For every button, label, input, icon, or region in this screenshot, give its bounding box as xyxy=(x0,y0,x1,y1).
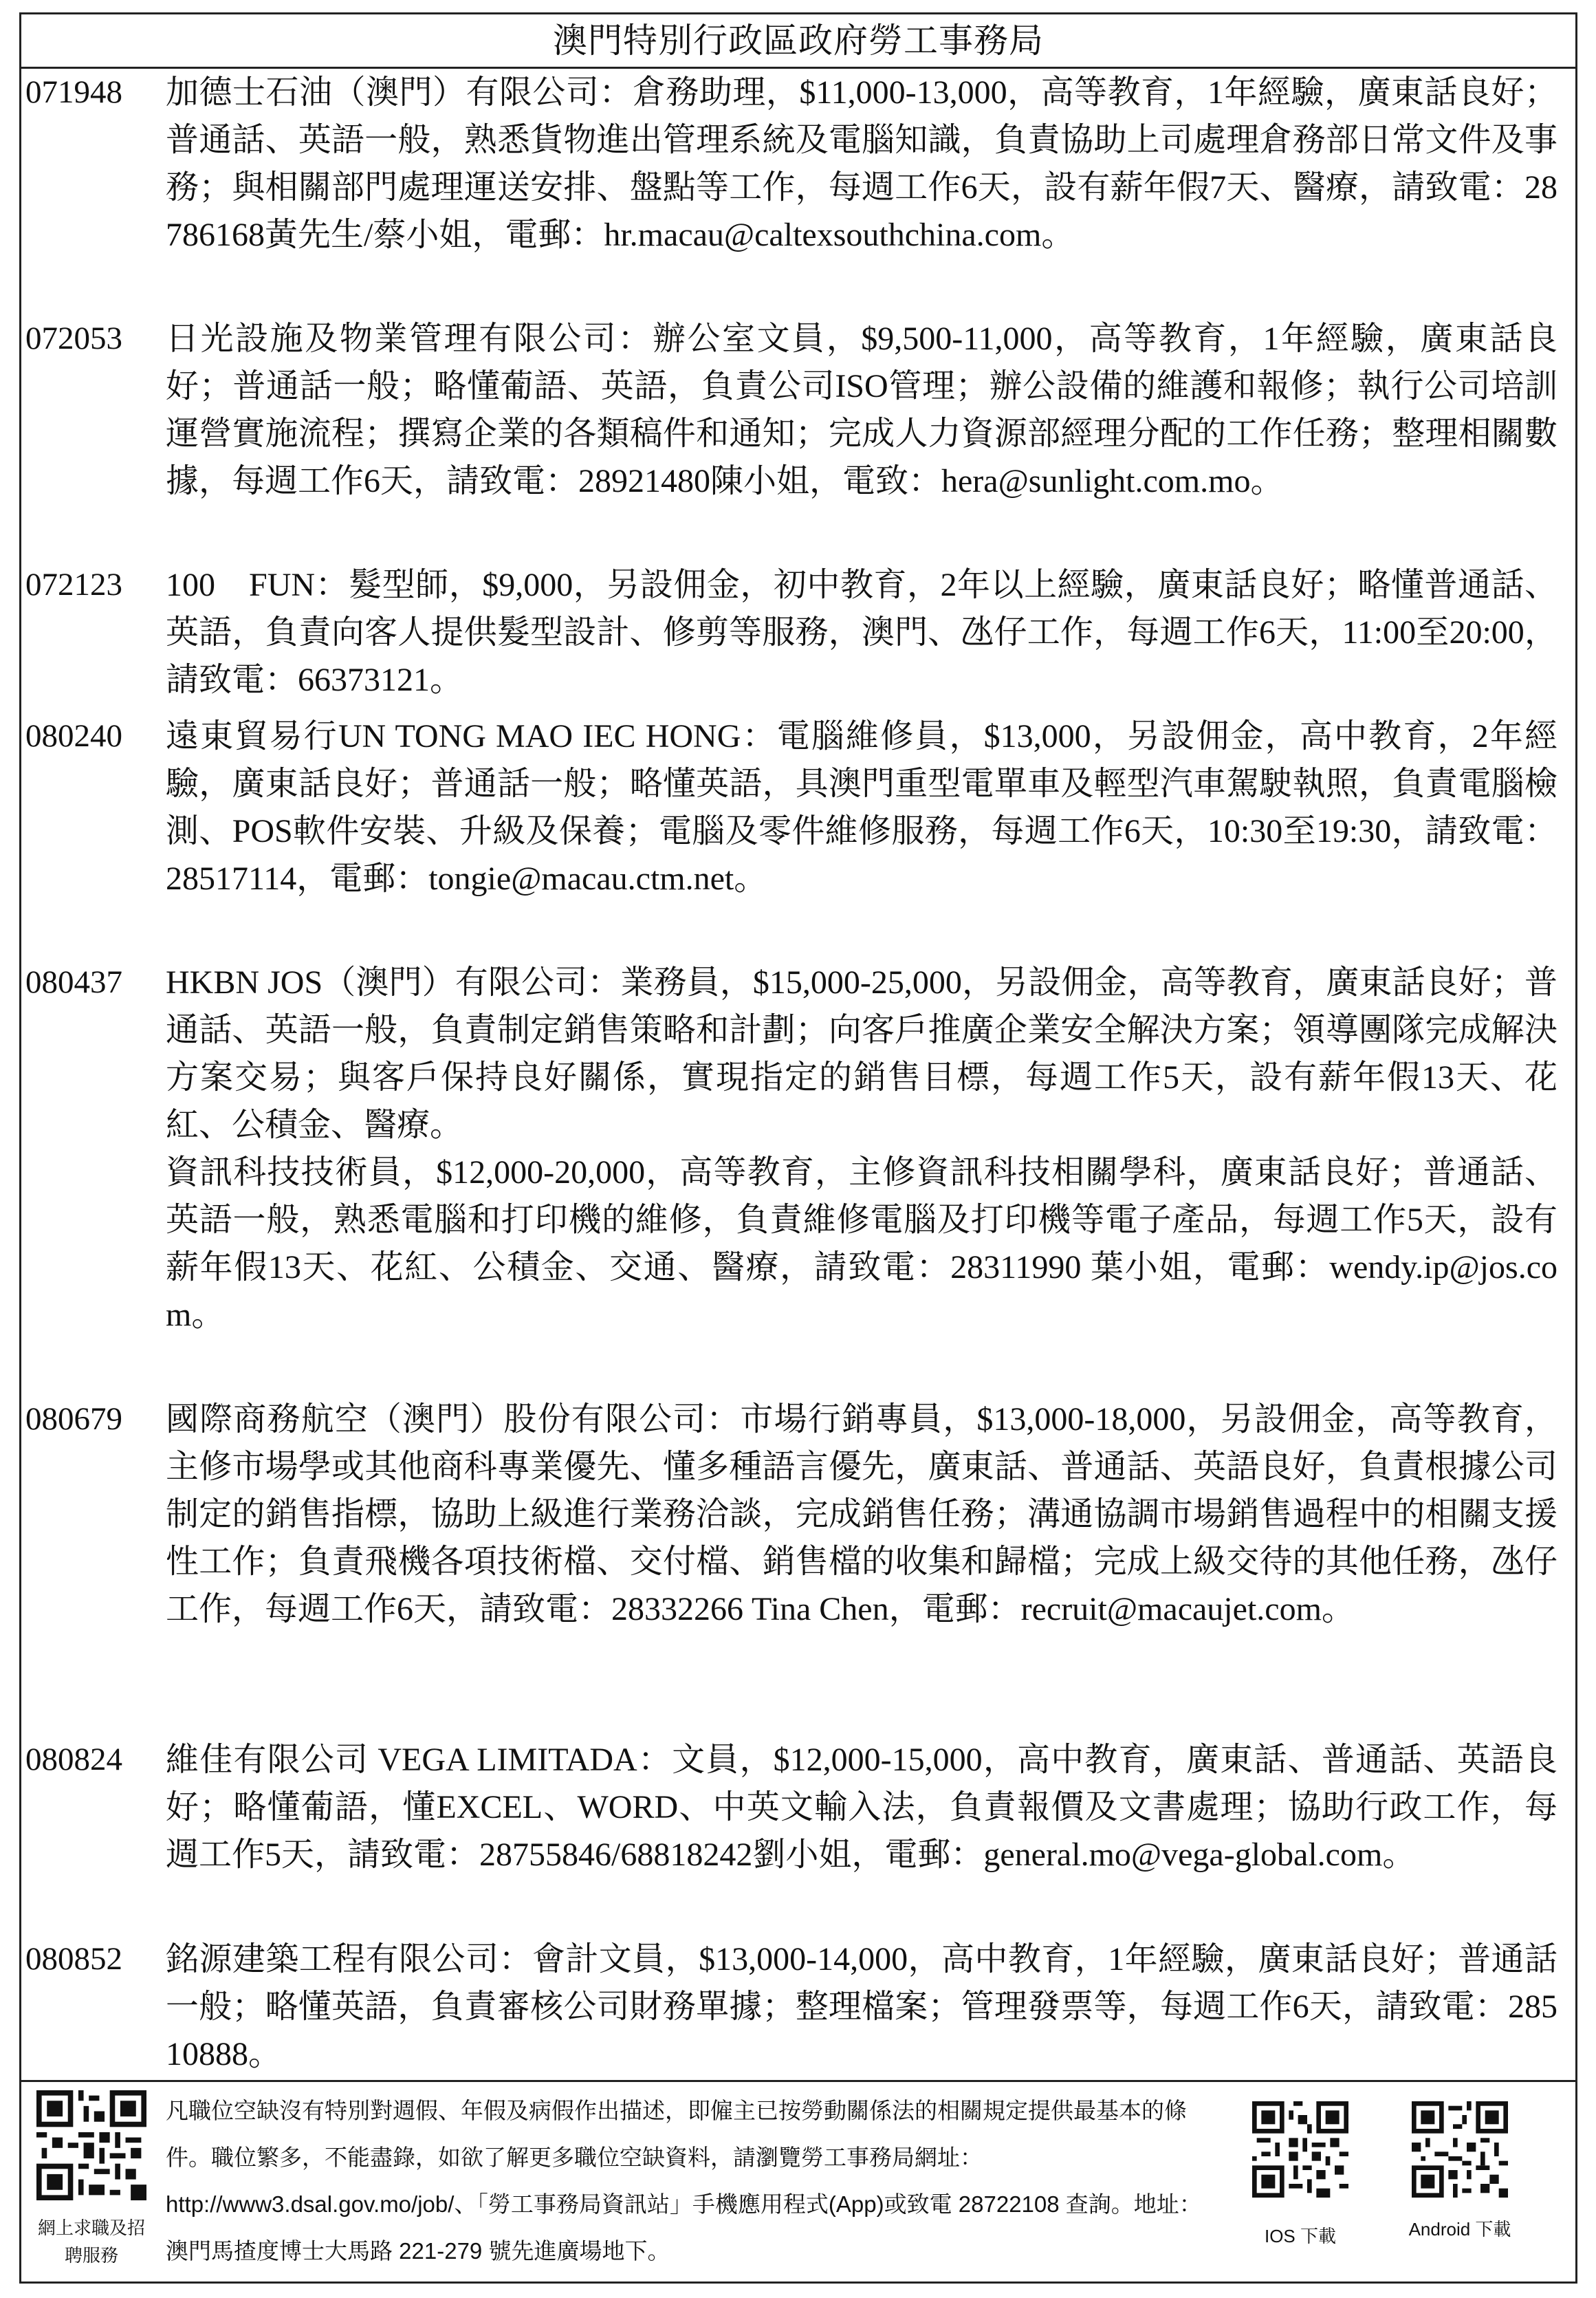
job-paragraph: 加德士石油（澳門）有限公司：倉務助理，$11,000-13,000，高等教育，1年經驗，廣東話良好；普通話、英語一般，熟悉貨物進出管理系統及電腦知識，負責協助上司處理倉務部日常文件及事務；與相關部門處理運送安排、盤點等工作，每週工作6天，設有薪年假7天、醫療，請致電：28786168黃先生/蔡小姐，電郵：hr.macau@caltexsouthchina.com。 xyxy=(166,74,1557,253)
job-description xyxy=(166,561,1557,704)
qr-caption-android: Android 下載 xyxy=(1408,2219,1511,2240)
job-listings xyxy=(21,69,1575,2085)
job-code: 071948 xyxy=(25,74,122,110)
job-code: 072123 xyxy=(25,567,122,603)
job-notice-sheet xyxy=(19,12,1577,2284)
job-paragraph: 日光設施及物業管理有限公司：辦公室文員，$9,500-11,000，高等教育，1年經驗，廣東話良好；普通話一般；略懂葡語、英語，負責公司ISO管理；辦公設備的維護和報修；執行公司培訓運營實施流程；撰寫企業的各類稿件和通知；完成人力資源部經理分配的工作任務；整理相關數據，每週工作6天，請致電：28921480陳小姐，電致：hera@sunlight.com.mo。 xyxy=(166,321,1557,499)
qr-code-job-service[interactable] xyxy=(36,2090,146,2200)
job-description xyxy=(166,1396,1557,1633)
job-description xyxy=(166,713,1557,902)
job-code: 080240 xyxy=(25,718,122,754)
job-paragraph: 銘源建築工程有限公司：會計文員，$13,000-14,000，高中教育，1年經驗，廣東話良好；普通話一般；略懂英語，負責審核公司財務單據；整理檔案；管理發票等，每週工作6天，請致電：28510888。 xyxy=(166,1941,1557,2072)
job-paragraph: HKBN JOS（澳門）有限公司：業務員，$15,000-25,000，另設佣金，高等教育，廣東話良好；普通話、英語一般，負責制定銷售策略和計劃；向客戶推廣企業安全解決方案；領導團隊完成解決方案交易；與客戶保持良好關係，實現指定的銷售目標，每週工作5天，設有薪年假13天、花紅、公積金、醫療。 xyxy=(166,964,1557,1143)
job-code: 080437 xyxy=(25,964,122,1000)
footer-notice: 凡職位空缺沒有特別對週假、年假及病假作出描述，即僱主已按勞動關係法的相關規定提供最基本的條件。職位繁多，不能盡錄，如欲了解更多職位空缺資料，請瀏覽勞工事務局網址：http://www3.dsal.gov.mo/job/、「勞工事務局資訊站」手機應用程式(App)或致電 28722108 查詢。地址：澳門馬揸度博士大馬路 221-279 號先進廣場地下。 xyxy=(166,2098,1202,2264)
job-code: 080824 xyxy=(25,1742,122,1777)
footer xyxy=(21,2080,1575,2281)
job-description xyxy=(166,1736,1557,1878)
job-description xyxy=(166,69,1557,259)
job-code: 080852 xyxy=(25,1941,122,1977)
job-description xyxy=(166,1936,1557,2078)
job-paragraph: 資訊科技技術員，$12,000-20,000，高等教育，主修資訊科技相關學科，廣東話良好；普通話、英語一般，熟悉電腦和打印機的維修，負責維修電腦及打印機等電子產品，每週工作5天，設有薪年假13天、花紅、公積金、交通、醫療，請致電：28311990 葉小姐，電郵：wendy.ip@jos.com。 xyxy=(166,1154,1557,1333)
job-code: 072053 xyxy=(25,321,122,356)
qr-caption-job-service: 網上求職及招聘服務 xyxy=(37,2218,145,2266)
qr-code-icon xyxy=(1412,2101,1508,2198)
job-paragraph: 國際商務航空（澳門）股份有限公司：市場行銷專員，$13,000-18,000，另設佣金，高等教育，主修市場學或其他商科專業優先、懂多種語言優先，廣東話、普通話、英語良好，負責根據公司制定的銷售指標，協助上級進行業務洽談，完成銷售任務；溝通協調市場銷售過程中的相關支援性工作；負責飛機各項技術檔、交付檔、銷售檔的收集和歸檔；完成上級交待的其他任務，氹仔工作，每週工作6天，請致電：28332266 Tina Chen，電郵：recruit@macaujet.com。 xyxy=(166,1401,1557,1627)
qr-code-android[interactable] xyxy=(1412,2101,1508,2198)
page-title: 澳門特別行政區政府勞工事務局 xyxy=(21,14,1575,69)
job-paragraph: 維佳有限公司 VEGA LIMITADA：文員，$12,000-15,000，高中教育，廣東話、普通話、英語良好；略懂葡語，懂EXCEL、WORD、中英文輸入法，負責報價及文書處理；協助行政工作，每週工作5天，請致電：28755846/68818242劉小姐，電郵：general.mo@vega-global.com。 xyxy=(166,1742,1557,1873)
job-description xyxy=(166,959,1557,1338)
qr-caption-ios: IOS 下載 xyxy=(1264,2226,1336,2246)
job-code: 080679 xyxy=(25,1401,122,1437)
qr-code-icon xyxy=(1252,2101,1348,2198)
qr-code-ios[interactable] xyxy=(1252,2101,1348,2198)
qr-code-icon xyxy=(36,2090,146,2200)
job-paragraph: 遠東貿易行UN TONG MAO IEC HONG：電腦維修員，$13,000，另設佣金，高中教育，2年經驗，廣東話良好；普通話一般；略懂英語，具澳門重型電單車及輕型汽車駕駛執照，負責電腦檢測、POS軟件安裝、升級及保養；電腦及零件維修服務，每週工作6天，10:30至19:30，請致電：28517114，電郵：tongie@macau.ctm.net。 xyxy=(166,718,1557,897)
job-paragraph: 100 FUN：髮型師，$9,000，另設佣金，初中教育，2年以上經驗，廣東話良好；略懂普通話、英語，負責向客人提供髮型設計、修剪等服務，澳門、氹仔工作，每週工作6天，11:00至20:00，請致電：66373121。 xyxy=(166,567,1557,698)
job-description xyxy=(166,315,1557,505)
